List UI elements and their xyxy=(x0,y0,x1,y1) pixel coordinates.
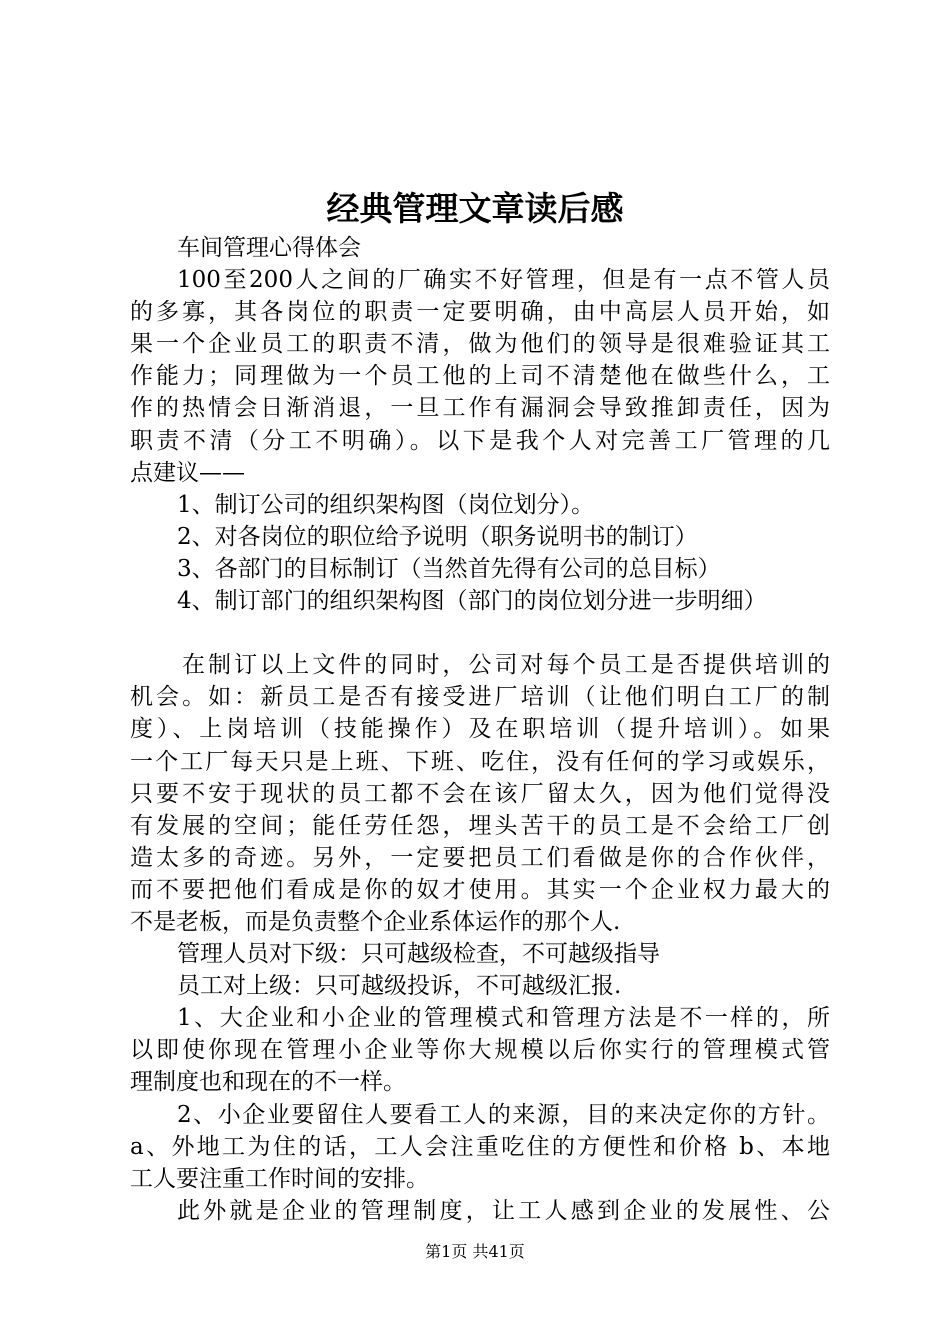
paragraph-line: 作能力；同理做为一个员工他的上司不清楚他在做些什么，工 xyxy=(130,363,830,390)
paragraph-line: 车间管理心得体会 xyxy=(177,235,361,261)
paragraph-line: 员工对上级：只可越级投诉，不可越级汇报. xyxy=(177,973,622,1000)
paragraph-line: a、外地工为住的话，工人会注重吃住的方便性和价格 b、本地 xyxy=(130,1133,830,1160)
paragraph-line: 度）、上岗培训（技能操作）及在职培训（提升培训）。如果 xyxy=(130,716,830,743)
list-item: 4、制订部门的组织架构图（部门的岗位划分进一步明细） xyxy=(177,588,767,615)
paragraph-line: 有发展的空间；能任劳任怨，埋头苦干的员工是不会给工厂创 xyxy=(130,812,830,839)
paragraph-line: 果一个企业员工的职责不清，做为他们的领导是很难验证其工 xyxy=(130,331,830,358)
document-title: 经典管理文章读后感 xyxy=(326,189,624,228)
paragraph-line: 100至200人之间的厂确实不好管理，但是有一点不管人员 xyxy=(177,267,830,294)
paragraph-line: 以即使你现在管理小企业等你大规模以后你实行的管理模式管 xyxy=(130,1037,830,1064)
paragraph-line: 的多寡，其各岗位的职责一定要明确，由中高层人员开始，如 xyxy=(130,299,830,326)
list-item: 1、制订公司的组织架构图（岗位划分）。 xyxy=(177,491,595,518)
blank-line xyxy=(130,617,830,649)
paragraph-line: 一个工厂每天只是上班、下班、吃住，没有任何的学习或娱乐， xyxy=(130,748,830,775)
paragraph-line: 只要不安于现状的员工都不会在该厂留太久，因为他们觉得没 xyxy=(130,780,830,807)
paragraph-line: 此外就是企业的管理制度，让工人感到企业的发展性、公 xyxy=(177,1197,830,1224)
paragraph-line: 职责不清（分工不明确）。以下是我个人对完善工厂管理的几 xyxy=(130,427,830,454)
list-item: 3、各部门的目标制订（当然首先得有公司的总目标） xyxy=(177,555,721,582)
paragraph-line: 不是老板，而是负责整个企业系体运作的那个人. xyxy=(130,908,621,935)
paragraph-line: 机会。如：新员工是否有接受进厂培训（让他们明白工厂的制 xyxy=(130,684,830,711)
list-item: 2、对各岗位的职位给予说明（职务说明书的制订） xyxy=(177,523,698,550)
paragraph-line: 造太多的奇迹。另外，一定要把员工们看做是你的合作伙伴， xyxy=(130,844,830,871)
paragraph-line: 点建议—— xyxy=(130,459,245,486)
paragraph-line: 而不要把他们看成是你的奴才使用。其实一个企业权力最大的 xyxy=(130,876,830,903)
paragraph-line: 1、大企业和小企业的管理模式和管理方法是不一样的，所 xyxy=(177,1005,830,1032)
document-body xyxy=(130,232,830,1227)
page-footer: 第1页 共41页 xyxy=(425,1242,525,1261)
paragraph-line: 作的热情会日渐消退，一旦工作有漏洞会导致推卸责任，因为 xyxy=(130,395,830,422)
paragraph-line: 在制订以上文件的同时，公司对每个员工是否提供培训的 xyxy=(182,652,830,679)
paragraph-line: 工人要注重工作时间的安排。 xyxy=(130,1165,429,1192)
paragraph-line: 2、小企业要留住人要看工人的来源，目的来决定你的方针。 xyxy=(177,1101,830,1128)
paragraph-line: 管理人员对下级：只可越级检查，不可越级指导 xyxy=(177,941,660,968)
paragraph-line: 理制度也和现在的不一样。 xyxy=(130,1069,406,1096)
